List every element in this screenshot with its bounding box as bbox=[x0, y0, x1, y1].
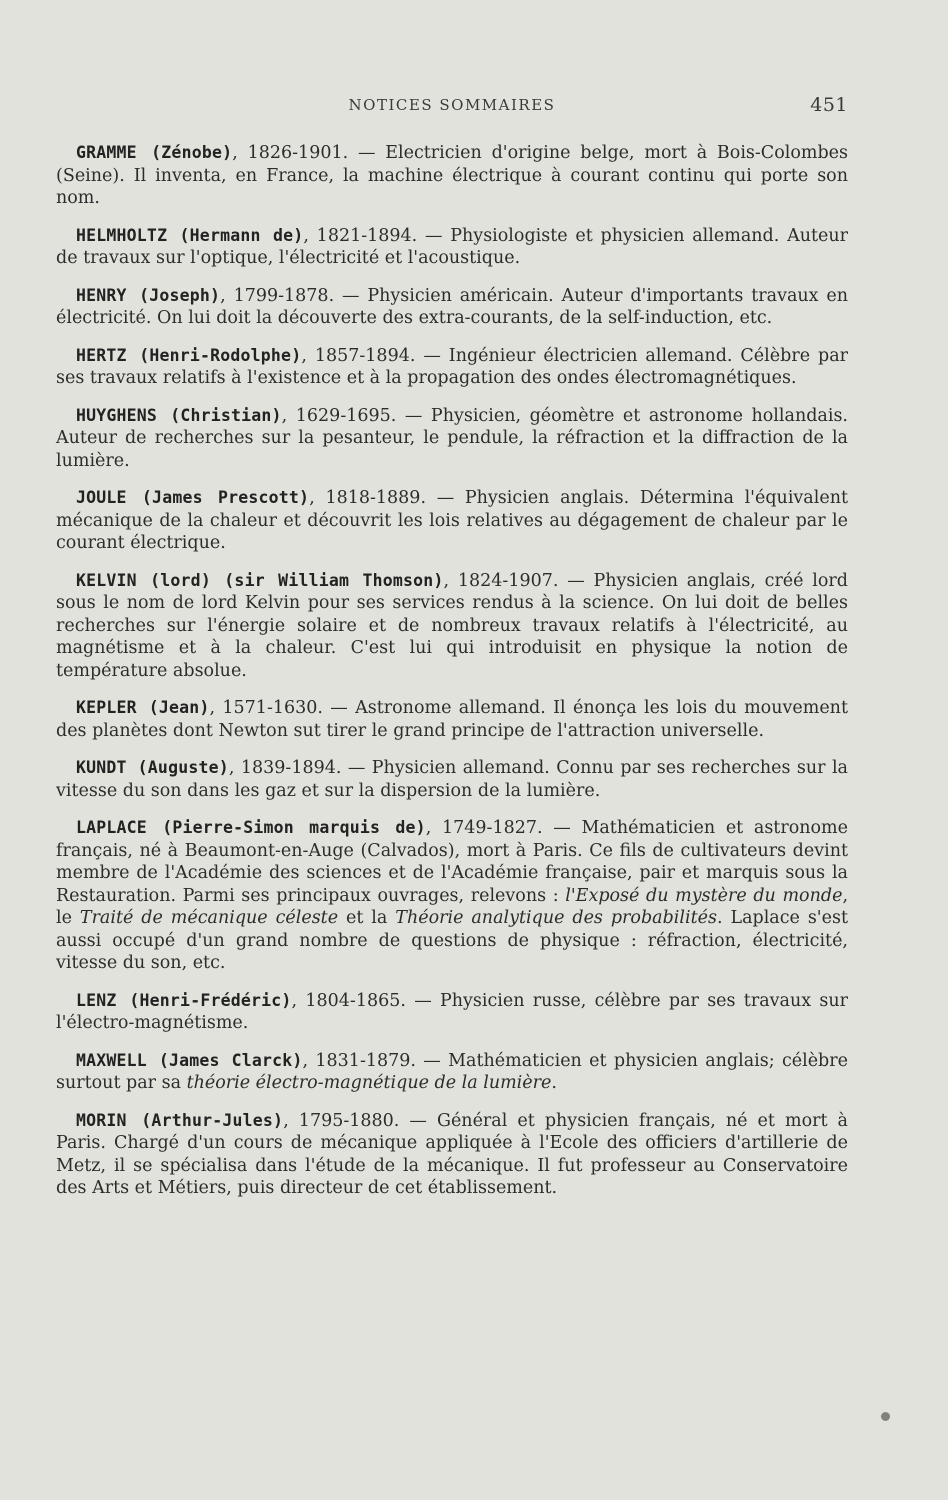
entry-headword: KEPLER (Jean) bbox=[76, 698, 210, 717]
entry-text: , 1749-1827. — Mathématicien et astronome français, né à Beaumont-en-Auge (Calvados), mort à Paris. Ce fils de cultivateurs devint membre de l'Académie des sciences et de l'Académie française, pair et marquis sous la Restauration. Parmi ses principaux ouvrages, relevons : bbox=[56, 818, 848, 906]
entry-headword: KELVIN (lord) (sir William Thomson) bbox=[76, 570, 444, 590]
running-header bbox=[56, 96, 848, 122]
work-title: théorie électro-magnétique de la lumière bbox=[186, 1073, 552, 1093]
entry-headword: LENZ (Henri-Frédéric) bbox=[76, 990, 292, 1010]
entry-huyghens bbox=[56, 405, 848, 473]
entry-maxwell bbox=[56, 1050, 848, 1095]
entry-headword: HERTZ (Henri-Rodolphe) bbox=[76, 345, 302, 365]
entry-text: , 1804-1865. — Physicien russe, célèbre par ses travaux sur l'électro-magnétisme. bbox=[56, 990, 848, 1033]
entry-headword: MORIN (Arthur-Jules) bbox=[76, 1110, 284, 1130]
entry-text: , 1826-1901. — Electricien d'origine belge, mort à Bois-Colombes (Seine). Il inventa, en France, la machine électrique à courant continu qui porte son nom. bbox=[56, 143, 849, 208]
entry-list bbox=[56, 142, 848, 1200]
work-title: Traité de mécanique céleste bbox=[79, 908, 339, 928]
entry-text: , 1839-1894. — Physicien allemand. Connu par ses recherches sur la vitesse du son dans les gaz et sur la dispersion de la lumière. bbox=[56, 758, 848, 801]
entry-text: , 1629-1695. — Physicien, géomètre et astronome hollandais. Auteur de recherches sur la pesanteur, le pendule, la réfraction et la diffraction de la lumière. bbox=[56, 405, 848, 471]
page-number: 451 bbox=[810, 94, 848, 116]
entry-headword: HENRY (Joseph) bbox=[76, 285, 221, 305]
entry-headword: MAXWELL (James Clarck) bbox=[76, 1050, 303, 1070]
book-page bbox=[56, 96, 848, 1215]
entry-joule bbox=[56, 487, 848, 555]
entry-text: , 1799-1878. — Physicien américain. Auteur d'importants travaux en électricité. On lui doit la découverte des extra-courants, de la self-induction, etc. bbox=[56, 285, 849, 328]
entry-text: , 1824-1907. — Physicien anglais, créé lord sous le nom de lord Kelvin pour ses services rendus à la science. On lui doit de belles recherches sur l'énergie solaire et de nombreux travaux relatifs à l'électricité, au magnétisme et à la chaleur. C'est lui qui introduisit en physique la notion de température absolue. bbox=[56, 570, 849, 681]
entry-headword: HELMHOLTZ (Hermann de) bbox=[76, 225, 304, 245]
entry-kelvin bbox=[56, 570, 848, 683]
entry-text: , 1795-1880. — Général et physicien français, né et mort à Paris. Chargé d'un cours de mécanique appliquée à l'Ecole des officiers d'artillerie de Metz, il se spécialisa dans l'étude de la mécanique. Il fut professeur au Conservatoire des Arts et Métiers, puis directeur de cet établissement. bbox=[56, 1110, 848, 1198]
entry-text: , 1857-1894. — Ingénieur électricien allemand. Célèbre par ses travaux relatifs à l'existence et à la propagation des ondes électromagnétiques. bbox=[56, 345, 848, 388]
entry-hertz bbox=[56, 345, 848, 390]
ink-spot bbox=[881, 1412, 890, 1421]
entry-morin bbox=[56, 1110, 848, 1200]
entry-text: , 1571-1630. — Astronome allemand. Il énonça les lois du mouvement des planètes dont Newton sut tirer le grand principe de l'attraction universelle. bbox=[56, 698, 848, 741]
entry-headword: HUYGHENS (Christian) bbox=[76, 405, 282, 425]
entry-text: , 1831-1879. — Mathématicien et physicien anglais; célèbre surtout par sa bbox=[56, 1050, 848, 1093]
entry-text: et la bbox=[338, 908, 396, 928]
entry-laplace bbox=[56, 817, 848, 975]
entry-headword: GRAMME (Zénobe) bbox=[76, 143, 233, 162]
entry-kundt bbox=[56, 757, 848, 802]
running-title: NOTICES SOMMAIRES bbox=[348, 96, 556, 114]
work-title: l'Exposé du mystère du monde bbox=[565, 885, 843, 906]
entry-headword: KUNDT (Auguste) bbox=[76, 758, 229, 777]
entry-text: , le bbox=[56, 885, 849, 928]
work-title: Théorie analytique des probabilités bbox=[395, 908, 717, 928]
entry-kepler bbox=[56, 697, 848, 742]
entry-henry bbox=[56, 285, 848, 330]
entry-gramme bbox=[56, 142, 848, 210]
entry-lenz bbox=[56, 990, 848, 1035]
entry-text: . bbox=[551, 1073, 557, 1093]
entry-text: , 1818-1889. — Physicien anglais. Détermina l'équivalent mécanique de la chaleur et découvrit les lois relatives au dégagement de chaleur par le courant électrique. bbox=[56, 488, 848, 553]
entry-text: , 1821-1894. — Physiologiste et physicien allemand. Auteur de travaux sur l'optique, l'électricité et l'acoustique. bbox=[56, 225, 848, 268]
entry-headword: JOULE (James Prescott) bbox=[76, 488, 310, 507]
entry-helmholtz bbox=[56, 225, 848, 270]
entry-headword: LAPLACE (Pierre-Simon marquis de) bbox=[76, 818, 426, 837]
entry-text: . Laplace s'est aussi occupé d'un grand nombre de questions de physique : réfraction, électricité, vitesse du son, etc. bbox=[56, 908, 848, 973]
